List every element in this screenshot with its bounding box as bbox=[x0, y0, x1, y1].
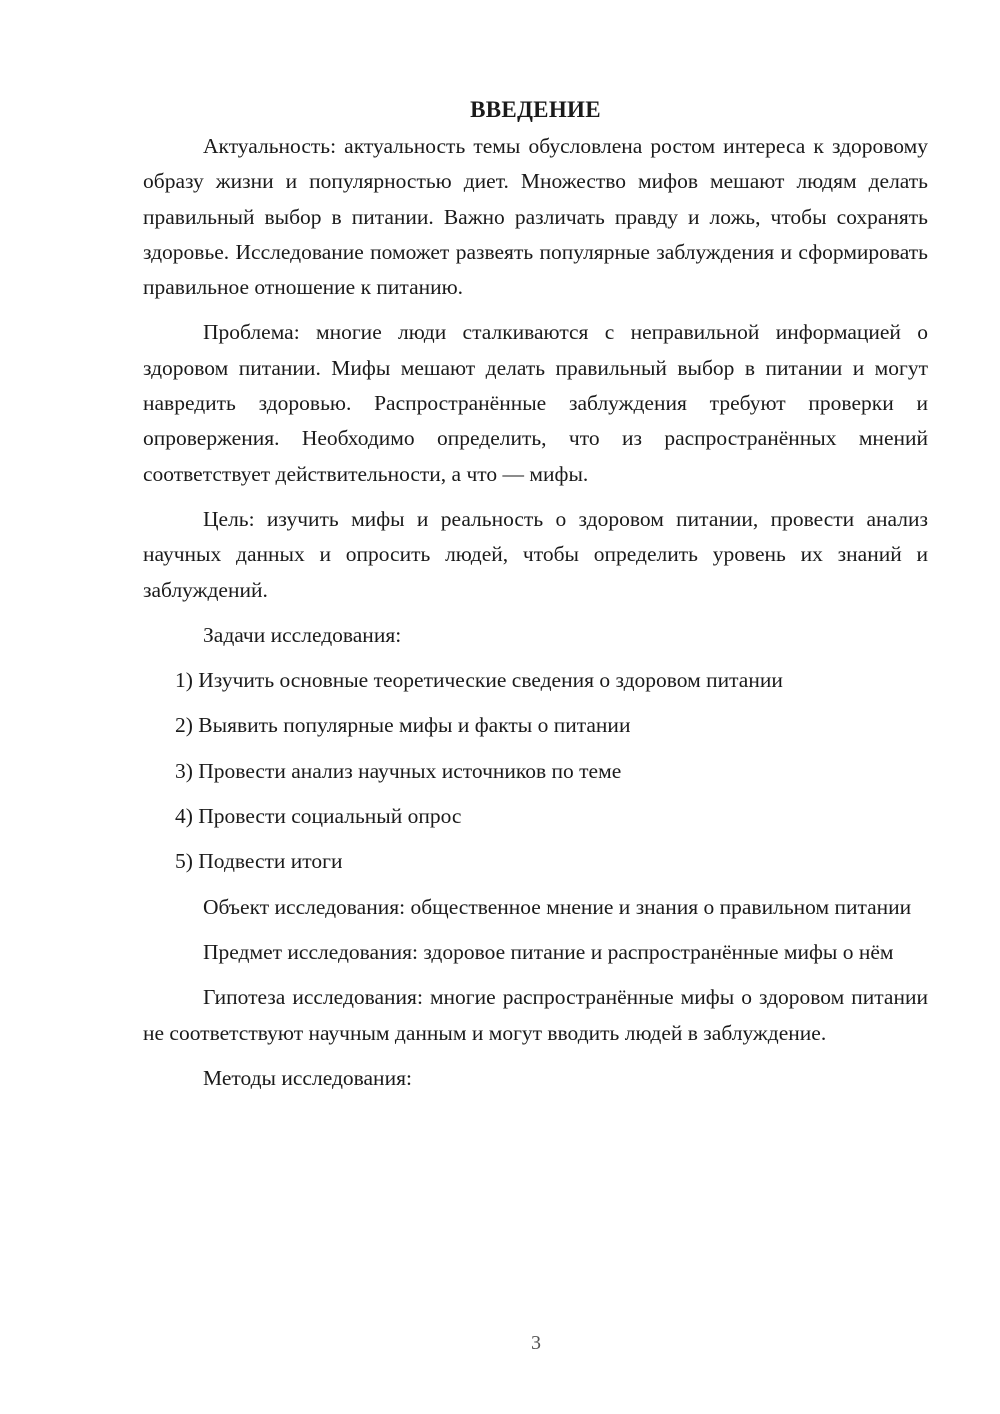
task-item-5: 5) Подвести итоги bbox=[175, 849, 343, 874]
tasks-list bbox=[143, 663, 928, 879]
task-item-2: 2) Выявить популярные мифы и факты о питании bbox=[175, 713, 631, 738]
page-number: 3 bbox=[531, 1332, 541, 1354]
task-item-3: 3) Провести анализ научных источников по теме bbox=[175, 758, 622, 783]
methods-heading: Методы исследования: bbox=[203, 1065, 412, 1090]
document-page bbox=[143, 92, 928, 1106]
task-item-1: 1) Изучить основные теоретические сведения о здоровом питании bbox=[175, 668, 783, 693]
task-item-4: 4) Провести социальный опрос bbox=[175, 804, 462, 829]
hypothesis-paragraph: Гипотеза исследования: многие распространённые мифы о здоровом питании не соответствуют научным данным и могут вводить людей в заблуждение. bbox=[143, 985, 928, 1045]
object-paragraph: Объект исследования: общественное мнение и знания о правильном питании bbox=[203, 894, 912, 919]
subject-paragraph: Предмет исследования: здоровое питание и распространённые мифы о нём bbox=[203, 939, 894, 964]
goal-paragraph: Цель: изучить мифы и реальность о здоровом питании, провести анализ научных данных и опросить людей, чтобы определить уровень их знаний и заблуждений. bbox=[143, 506, 928, 602]
relevance-paragraph: Актуальность: актуальность темы обусловлена ростом интереса к здоровому образу жизни и популярностью диет. Множество мифов мешают людям делать правильный выбор в питании. Важно различать правду и ложь, чтобы сохранять здоровье. Исследование поможет развеять популярные заблуждения и сформировать правильное отношение к питанию. bbox=[143, 134, 928, 300]
tasks-heading: Задачи исследования: bbox=[203, 622, 402, 647]
page-title: ВВЕДЕНИЕ bbox=[470, 97, 601, 122]
problem-paragraph: Проблема: многие люди сталкиваются с неправильной информацией о здоровом питании. Мифы мешают делать правильный выбор в питании и могут навредить здоровью. Распространённые заблуждения требуют проверки и опровержения. Необходимо определить, что из распространённых мнений соответствует действительности, а что — мифы. bbox=[143, 320, 928, 486]
